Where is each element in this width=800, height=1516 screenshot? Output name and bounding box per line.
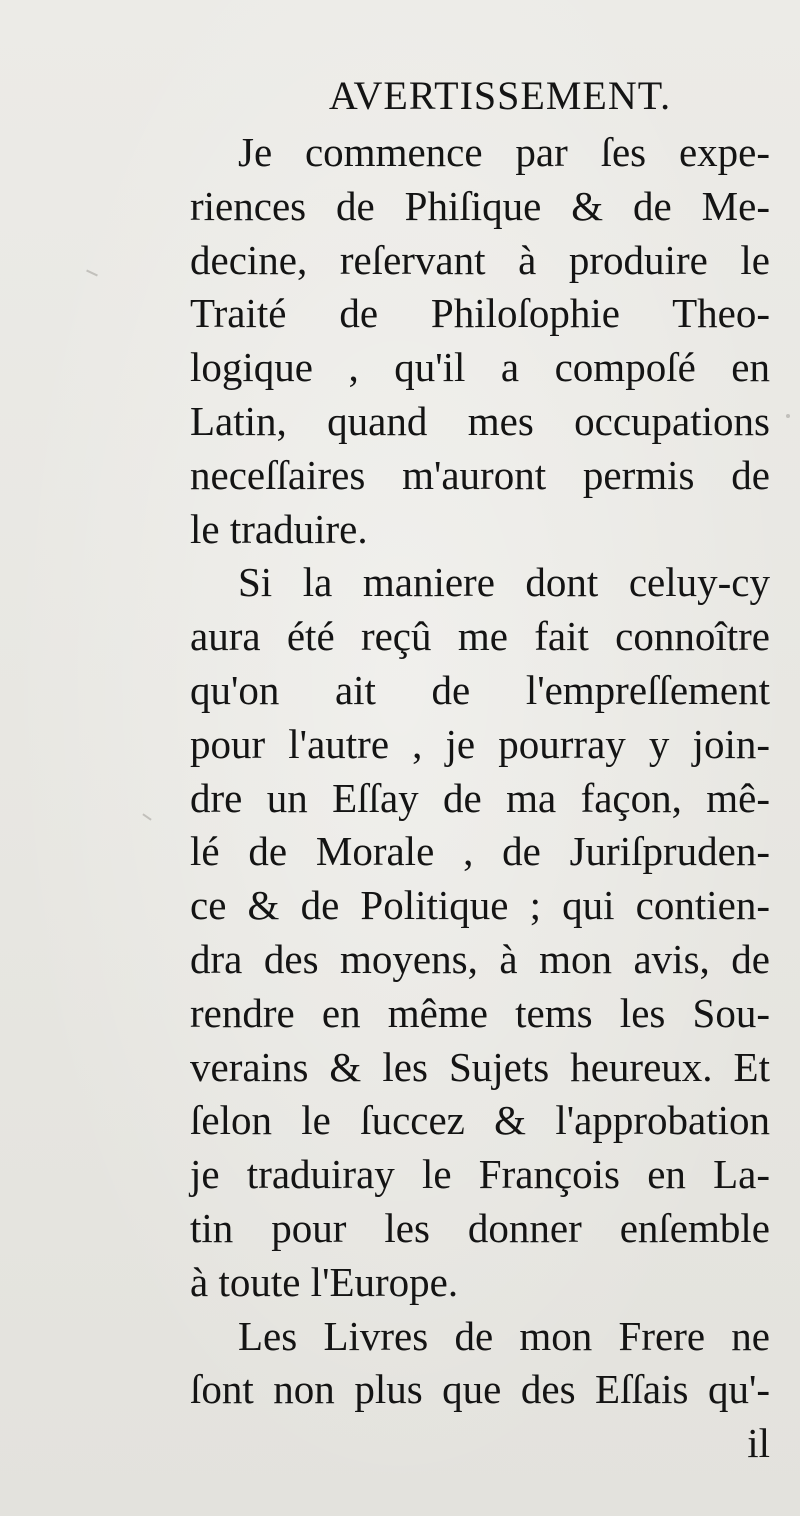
text-line: ce & de Politique ; qui contien- bbox=[190, 882, 770, 929]
text-line: ſelon le ſuccez & l'approbation bbox=[190, 1097, 770, 1144]
margin-mark bbox=[786, 414, 790, 418]
text-line: qu'on ait de l'empreſſement bbox=[190, 666, 770, 713]
text-line: rendre en même tems les Sou- bbox=[190, 989, 770, 1036]
page-heading: AVERTISSEMENT. bbox=[328, 73, 672, 118]
catchword: il bbox=[747, 1420, 770, 1467]
text-line: decine, reſervant à produire le bbox=[190, 236, 770, 283]
text-line: Si la maniere dont celuy-cy bbox=[238, 559, 770, 606]
paragraph-1 bbox=[190, 126, 770, 556]
text-line: à toute l'Europe. bbox=[190, 1258, 459, 1305]
text-line: je traduiray le François en La- bbox=[190, 1151, 770, 1198]
text-line: Les Livres de mon Frere ne bbox=[238, 1312, 770, 1359]
text-line: ſont non plus que des Eſſais qu'- bbox=[190, 1366, 770, 1413]
margin-mark bbox=[142, 813, 151, 820]
text-line: neceſſaires m'auront permis de bbox=[190, 451, 770, 498]
text-line: aura été reçû me fait connoître bbox=[190, 613, 770, 660]
text-line: verains & les Sujets heureux. Et bbox=[190, 1043, 770, 1090]
text-line: pour l'autre , je pourray y join- bbox=[190, 720, 770, 767]
margin-mark bbox=[86, 270, 98, 277]
text-line: Latin, quand mes occupations bbox=[190, 397, 770, 444]
text-block bbox=[190, 70, 770, 1471]
text-line: dra des moyens, à mon avis, de bbox=[190, 935, 770, 982]
paragraph-3 bbox=[190, 1310, 770, 1418]
text-line: Je commence par ſes expe- bbox=[238, 129, 770, 175]
text-line: riences de Phiſique & de Me- bbox=[190, 182, 770, 229]
text-line: le traduire. bbox=[190, 505, 368, 552]
paragraph-2 bbox=[190, 556, 770, 1309]
text-line: dre un Eſſay de ma façon, mê- bbox=[190, 774, 770, 821]
text-line: logique , qu'il a compoſé en bbox=[190, 344, 770, 391]
text-line: lé de Morale , de Juriſpruden- bbox=[190, 828, 770, 875]
text-line: Traité de Philoſophie Theo- bbox=[190, 290, 770, 337]
text-line: tin pour les donner enſemble bbox=[190, 1204, 770, 1251]
